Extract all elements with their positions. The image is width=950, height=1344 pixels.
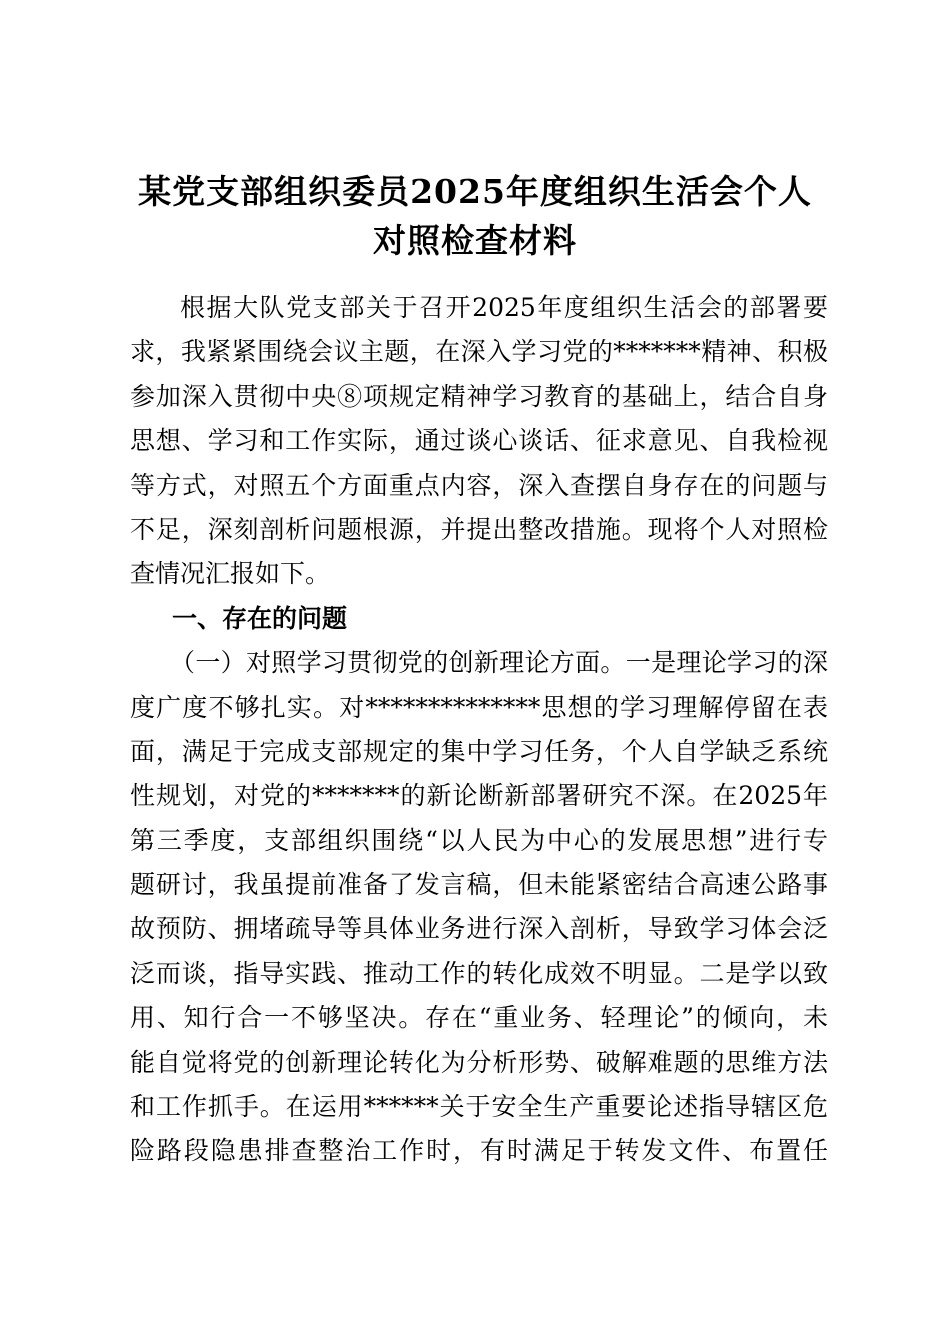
section-line: 用、知行合一不够坚决。存在“重业务、轻理论”的倾向，未 <box>130 1003 828 1033</box>
section-line: 和工作抓手。在运用******关于安全生产重要论述指导辖区危 <box>130 1092 828 1122</box>
section-line: 面，满足于完成支部规定的集中学习任务，个人自学缺乏系统 <box>130 736 828 766</box>
section-line: （一）对照学习贯彻党的创新理论方面。一是理论学习的深 <box>170 648 828 678</box>
document-title-line2: 对照检查材料 <box>373 221 577 260</box>
intro-line: 思想、学习和工作实际，通过谈心谈话、征求意见、自我检视 <box>130 426 828 456</box>
intro-line: 求，我紧紧围绕会议主题，在深入学习党的*******精神、积极 <box>130 337 828 367</box>
section-heading: 一、存在的问题 <box>172 603 348 633</box>
intro-line: 等方式，对照五个方面重点内容，深入查摆自身存在的问题与 <box>130 470 828 500</box>
document-title-line1: 某党支部组织委员2025年度组织生活会个人 <box>138 172 812 211</box>
section-line: 泛而谈，指导实践、推动工作的转化成效不明显。二是学以致 <box>130 958 828 988</box>
intro-line: 查情况汇报如下。 <box>130 559 331 589</box>
intro-line: 根据大队党支部关于召开2025年度组织生活会的部署要 <box>180 293 828 322</box>
section-line: 第三季度，支部组织围绕“以人民为中心的发展思想”进行专 <box>130 825 828 855</box>
section-line: 故预防、拥堵疏导等具体业务进行深入剖析，导致学习体会泛 <box>130 914 828 944</box>
section-line: 性规划，对党的*******的新论断新部署研究不深。在2025年 <box>130 781 828 811</box>
section-line: 险路段隐患排查整治工作时，有时满足于转发文件、布置任 <box>130 1136 828 1166</box>
section-line: 题研讨，我虽提前准备了发言稿，但未能紧密结合高速公路事 <box>130 870 828 900</box>
section-line: 能自觉将党的创新理论转化为分析形势、破解难题的思维方法 <box>130 1047 828 1077</box>
section-line: 度广度不够扎实。对**************思想的学习理解停留在表 <box>130 692 828 722</box>
document-body <box>130 286 828 1174</box>
intro-line: 不足，深刻剖析问题根源，并提出整改措施。现将个人对照检 <box>130 514 828 544</box>
intro-line: 参加深入贯彻中央⑧项规定精神学习教育的基础上，结合自身 <box>130 381 828 411</box>
